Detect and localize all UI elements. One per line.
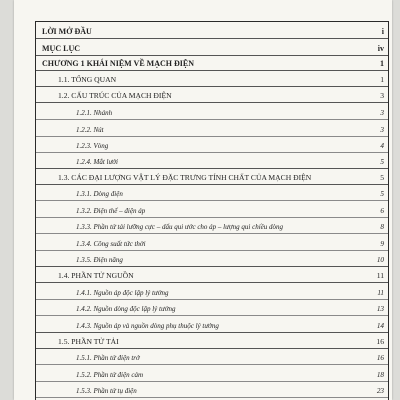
toc-entry [36,321,388,330]
document-page [14,0,392,400]
toc-entry [36,173,388,183]
divider [36,348,388,349]
toc-entry [36,206,388,215]
toc-entry [36,125,388,134]
divider [36,397,388,398]
toc-entry [36,386,388,395]
divider [36,233,388,234]
toc-entry-page: 3 [380,108,384,117]
divider [36,200,388,201]
toc-entry-label: 1.4.3. Nguồn áp và nguồn dòng phụ thuộc lý tưởng [76,322,219,330]
toc-entry [36,189,388,198]
toc-entry-label: 1.1. TỔNG QUAN [58,75,117,85]
divider [36,168,388,169]
divider [36,86,388,87]
divider [36,119,388,120]
toc-entry-page: 3 [380,125,384,134]
divider [36,70,388,71]
toc-entry [36,91,388,101]
toc-entry-page: i [381,27,384,36]
divider [36,102,388,103]
divider [36,217,388,218]
toc-entry-page: 16 [376,353,384,362]
toc-entry-page: 1 [380,75,384,85]
toc-entry-label: 1.3.2. Điện thế – điện áp [76,207,146,215]
toc-entry-page: 5 [380,173,384,183]
toc-entry [36,108,388,117]
divider [36,381,388,382]
toc-entry-page: iv [377,44,384,53]
toc-entry-page: 4 [380,141,384,150]
toc-entry [36,353,388,362]
toc-entry-label: MỤC LỤC [42,44,80,53]
toc-entry-page: 11 [377,288,384,297]
toc-entry-label: CHƯƠNG 1 KHÁI NIỆM VỀ MẠCH ĐIỆN [42,59,195,68]
toc-entry-label: LỜI MỞ ĐẦU [42,27,92,36]
toc-entry [36,157,388,166]
toc-entry [36,222,388,231]
toc-entry-label: 1.2. CẤU TRÚC CỦA MẠCH ĐIỆN [58,91,172,101]
toc-entry [36,288,388,297]
toc-entry-page: 9 [380,239,384,248]
toc-entry-page: 5 [380,189,384,198]
toc-entry-label: 1.3.4. Công suất tức thời [76,240,146,248]
toc-entry-label: 1.3.3. Phần tử tải lưỡng cực – dấu qui ước cho áp – lượng qui chiều dòng [76,223,284,231]
divider [36,364,388,365]
divider [36,282,388,283]
toc-entry [36,141,388,150]
toc-entry-page: 13 [376,304,384,313]
toc-entry-page: 18 [376,370,384,379]
toc-entry-label: 1.2.3. Vòng [76,142,109,150]
toc-entry-page: 6 [380,206,384,215]
toc-entry-label: 1.4. PHẦN TỬ NGUỒN [58,271,134,281]
toc-entry [36,59,388,68]
divider [36,250,388,251]
toc-entry-label: 1.5.2. Phần tử điện cảm [76,371,144,379]
toc-entry-page: 5 [380,157,384,166]
toc-entry [36,271,388,281]
divider [36,266,388,267]
toc-entry-label: 1.3.1. Dòng điện [76,190,123,198]
toc-entry-label: 1.5.1. Phần tử điện trở [76,354,140,362]
toc-entry-page: 10 [376,255,384,264]
toc-entry-page: 14 [376,321,384,330]
toc-entry-page: 8 [380,222,384,231]
divider [36,136,388,137]
divider [36,152,388,153]
toc-entry-label: 1.3. CÁC ĐẠI LƯỢNG VẬT LÝ ĐẶC TRƯNG TÍNH CHẤT CỦA MẠCH ĐIỆN [58,173,312,183]
divider [36,184,388,185]
toc-entry [36,27,388,36]
toc-entry [36,75,388,85]
divider [36,315,388,316]
divider [36,38,388,39]
toc-entry-label: 1.4.1. Nguồn áp độc lập lý tưởng [76,289,169,297]
toc-entry-page: 3 [380,91,384,101]
toc-entry [36,304,388,313]
toc-entry-page: 1 [380,59,384,68]
toc-entry [36,44,388,53]
toc-entry [36,337,388,347]
toc-entry-label: 1.3.5. Điện năng [76,256,123,264]
toc-entry-label: 1.5.3. Phần tử tụ điện [76,387,137,395]
toc-entry-label: 1.2.4. Mắt lưới [76,158,118,166]
toc-entry-label: 1.5. PHẦN TỬ TẢI [58,337,119,347]
toc-entry-page: 11 [376,271,384,281]
toc-entry-page: 23 [376,386,384,395]
toc-entry [36,370,388,379]
toc-entry-label: 1.2.2. Nút [76,126,104,134]
divider [36,332,388,333]
toc-entry [36,239,388,248]
toc-entry-page: 16 [376,337,384,347]
toc-entry-label: 1.2.1. Nhánh [76,109,113,117]
divider [36,299,388,300]
toc-entry [36,255,388,264]
divider [36,55,388,56]
toc-entry-label: 1.4.2. Nguồn dòng độc lập lý tưởng [76,305,176,313]
table-of-contents [35,21,389,400]
